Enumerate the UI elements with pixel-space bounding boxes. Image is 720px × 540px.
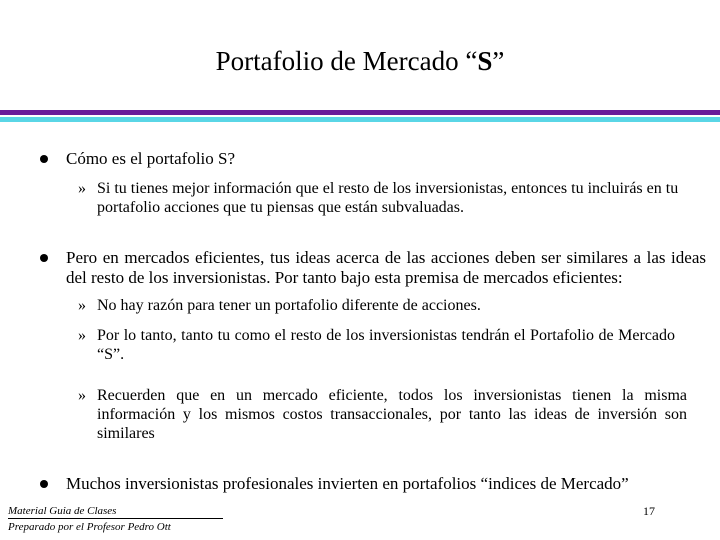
bullet-dot-icon [40,254,48,262]
title-bold-letter: S [477,46,493,76]
footer-divider [8,518,223,519]
sub-bullet-marker-icon: » [78,180,86,197]
rule-purple-band [0,110,720,115]
bullet-dot-icon [40,480,48,488]
sub-bullet-marker-icon: » [78,327,86,344]
sub-bullet-item [78,386,687,443]
sub-bullet-item [78,296,697,315]
sub-bullet-text: Por lo tanto, tanto tu como el resto de los inversionistas tendrán el Portafolio de Mercado “S”. [97,327,675,363]
bullet-item [66,248,706,288]
sub-bullet-marker-icon: » [78,297,86,314]
page-number: 17 [643,504,655,518]
sub-bullet-marker-icon: » [78,387,86,404]
title-close-quote: ” [492,46,505,76]
sub-bullet-text: Recuerden que en un mercado eficiente, todos los inversionistas tienen la misma información y los mismos costos transaccionales, por tanto las ideas de inversión son similares [97,387,687,442]
bullet-text: Cómo es el portafolio S? [66,149,236,168]
sub-bullet-text: Si tu tienes mejor información que el resto de los inversionistas, entonces tu incluirás en tu portafolio acciones que tu piensas que están subvaluadas. [97,180,679,216]
divider-rule-graphic [0,110,720,124]
sub-bullet-item [78,179,697,217]
rule-cyan-band [0,117,720,122]
bullet-text: Muchos inversionistas profesionales invierten en portafolios “indices de Mercado” [66,474,629,493]
rule-gap [0,115,720,117]
title-divider-rule [0,110,720,124]
sub-bullet-text: No hay razón para tener un portafolio diferente de acciones. [97,297,481,314]
sub-bullet-item [78,326,675,364]
title-text: Portafolio de Mercado “ [215,46,478,76]
footer-author-label: Preparado por el Profesor Pedro Ott [8,521,171,533]
bullet-item [66,474,706,494]
bullet-dot-icon [40,155,48,163]
bullet-text: Pero en mercados eficientes, tus ideas acerca de las acciones deben ser similares a las ideas del resto de los inversionistas. Por tanto bajo esta premisa de mercados eficientes: [66,248,706,287]
slide-title [0,44,720,78]
footer-course-label: Material Guia de Clases [8,505,117,517]
bullet-item [66,149,706,169]
